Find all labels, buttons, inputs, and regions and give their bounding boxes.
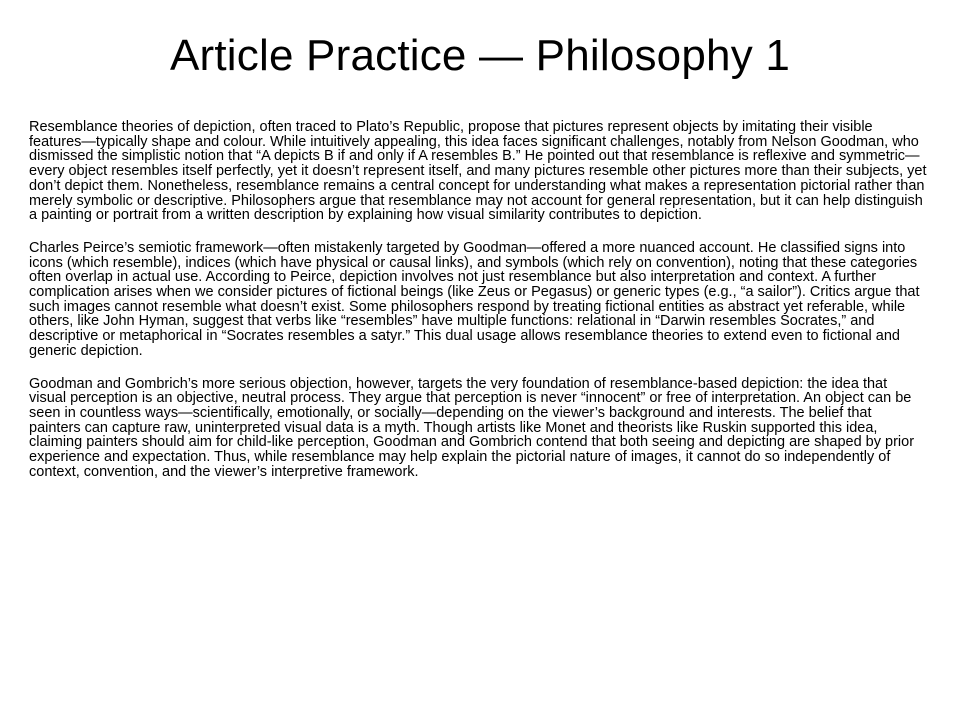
slide-body	[29, 120, 927, 497]
slide-title: Article Practice — Philosophy 1	[169, 31, 790, 80]
paragraph-goodman-gombrich-objection: Goodman and Gombrich’s more serious objection, however, targets the very foundation of resemblance-based depiction: the idea that visual perception is an objective, neutral process. They argue that perception is never “innocent” or free of interpretation. An object can be seen in countless ways—scientifically, emotionally, or socially—depending on the viewer’s background and interests. The belief that painters can capture raw, uninterpreted visual data is a myth. Though artists like Monet and theorists like Ruskin supported this idea, claiming painters should aim for child-like perception, Goodman and Gombrich contend that both seeing and depicting are shaped by prior experience and expectation. Thus, while resemblance may help explain the pictorial nature of images, it cannot do so independently of context, convention, and the viewer’s interpretive framework.	[29, 375, 915, 480]
paragraph-resemblance-theories: Resemblance theories of depiction, often traced to Plato’s Republic, propose that pictures represent objects by imitating their visible features—typically shape and colour. While intuitively appealing, this idea faces significant challenges, notably from Nelson Goodman, who dismissed the simplistic notion that “A depicts B if and only if A resembles B.” He pointed out that resemblance is reflexive and symmetric—every object resembles itself perfectly, yet it doesn’t represent itself, and many pictures resemble other pictures more than their subjects, yet don’t depict them. Nonetheless, resemblance remains a central concept for understanding what makes a representation pictorial rather than merely symbolic or descriptive. Philosophers argue that resemblance may not account for general representation, but it can help distinguish a painting or portrait from a written description by explaining how visual similarity contributes to depiction.	[29, 119, 927, 224]
paragraph-peirce-semiotics: Charles Peirce’s semiotic framework—often mistakenly targeted by Goodman—offered a more nuanced account. He classified signs into icons (which resemble), indices (which have physical or causal links), and symbols (which rely on convention), noting that these categories often overlap in actual use. According to Peirce, depiction involves not just resemblance but also interpretation and context. A further complication arises when we consider pictures of fictional beings (like Zeus or Pegasus) or generic types (e.g., “a sailor”). Critics argue that such images cannot resemble what doesn’t exist. Some philosophers respond by treating fictional entities as abstract yet referable, while others, like John Hyman, suggest that verbs like “resembles” have multiple functions: relational in “Darwin resembles Socrates,” and descriptive or metaphorical in “Socrates resembles a satyr.” This dual usage allows resemblance theories to extend even to fictional and generic depiction.	[29, 239, 920, 359]
